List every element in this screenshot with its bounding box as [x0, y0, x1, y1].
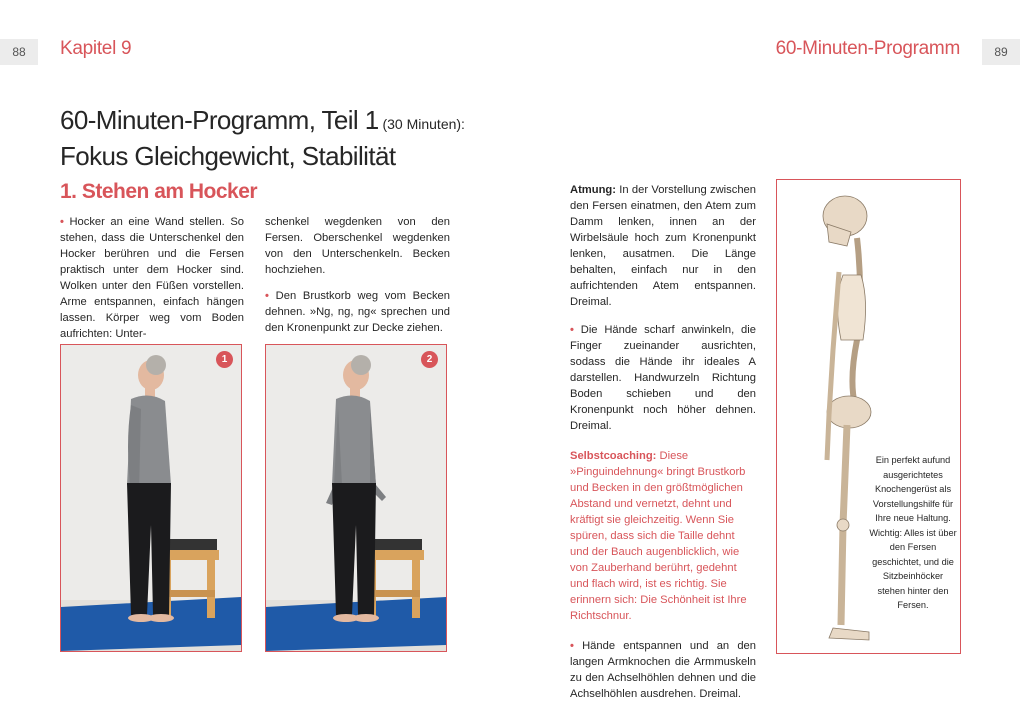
paragraph-text: In der Vorstellung zwischen den Fersen einatmen, den Atem zum Damm lenken, innen an der Wirbelsäule hoch zum Kronenpunkt lenken, ausatmen. Die Länge behalten, einfach nur in den aufrichtenden Atem entspannen. Dreimal. — [570, 184, 756, 308]
paragraph — [265, 288, 450, 336]
photo-number-badge: 1 — [216, 351, 233, 368]
paragraph-text: Hände entspannen und an den langen Armknochen die Armmuskeln zu den Achselhöhlen dehnen und die Achselhöhlen ausdrehen. Dreimal. — [570, 640, 756, 700]
paragraph — [570, 322, 756, 434]
exercise-photo-2 — [265, 344, 447, 652]
paragraph — [265, 214, 450, 278]
paragraph — [570, 638, 756, 702]
paragraph — [60, 214, 244, 342]
right-running-head: 60-Minuten-Programm — [775, 38, 960, 59]
bullet-marker: • — [570, 640, 574, 652]
paragraph-text: Den Brustkorb weg vom Becken dehnen. »Ng, ng, ng« sprechen und den Kronenpunkt zur Decke ziehen. — [265, 290, 450, 334]
text-column-2 — [265, 214, 450, 346]
bullet-marker: • — [570, 324, 574, 336]
selbstcoaching-paragraph — [570, 448, 750, 624]
selbstcoaching-label: Selbstcoaching: — [570, 450, 657, 462]
paragraph-text: schenkel wegdenken von den Fersen. Oberschenkel wegdenken von den Unterschenkeln. Becken hochziehen. — [265, 216, 450, 276]
page-title — [60, 104, 465, 172]
title-duration: (30 Minuten): — [378, 116, 465, 132]
paragraph-text: Diese »Pinguindehnung« bringt Brustkorb und Becken in den größtmöglichen Abstand und vernetzt, dehnt und kräftigt sie gleichzeitig. Wenn Sie spüren, dass sich die Taille dehnt und der Bauch augenblicklich, wie von Zauberhand berührt, gedehnt und flach wird, ist es richtig. Sie erinnern sich: Die Schönheit ist Ihre Richtschnur. — [570, 450, 747, 622]
exercise-photo-1 — [60, 344, 242, 652]
text-column-1 — [60, 214, 244, 352]
atmung-label: Atmung: — [570, 184, 616, 196]
section-heading: 1. Stehen am Hocker — [60, 180, 258, 203]
bullet-marker: • — [265, 290, 269, 302]
paragraph — [570, 182, 756, 310]
left-running-head: Kapitel 9 — [60, 38, 132, 59]
right-page-number: 89 — [982, 39, 1020, 65]
woman-standing-illustration — [61, 345, 241, 651]
title-line1: 60-Minuten-Programm, Teil 1 — [60, 105, 379, 135]
bullet-marker: • — [60, 216, 64, 228]
woman-standing-illustration — [266, 345, 446, 651]
skeleton-caption: Ein perfekt aufund ausgerichtetes Knochengerüst als Vorstellungshilfe für Ihre neue Haltung. Wichtig: Alles ist über den Fersen geschichtet, und die Sitzbeinhöcker stehen hinter den Fersen. — [869, 455, 957, 610]
paragraph-text: Hocker an eine Wand stellen. So stehen, dass die Unterschenkel den Hocker berühren und die Fersen praktisch unter dem Hocker sind. Wolken unter den Füßen vorstellen. Arme entspannen, einfach hängen lassen. Körper weg vom Boden aufrichten: Unter- — [60, 216, 244, 340]
left-page-number: 88 — [0, 39, 38, 65]
text-column-3 — [570, 182, 756, 712]
paragraph-text: Die Hände scharf anwinkeln, die Finger zueinander ausrichten, sodass die Hände ihr ideales A darstellen. Handwurzeln Richtung Boden schieben und den Kronenpunkt noch höher dehnen. Dreimal. — [570, 324, 756, 432]
title-line2: Fokus Gleichgewicht, Stabilität — [60, 141, 396, 171]
photo-number-badge: 2 — [421, 351, 438, 368]
